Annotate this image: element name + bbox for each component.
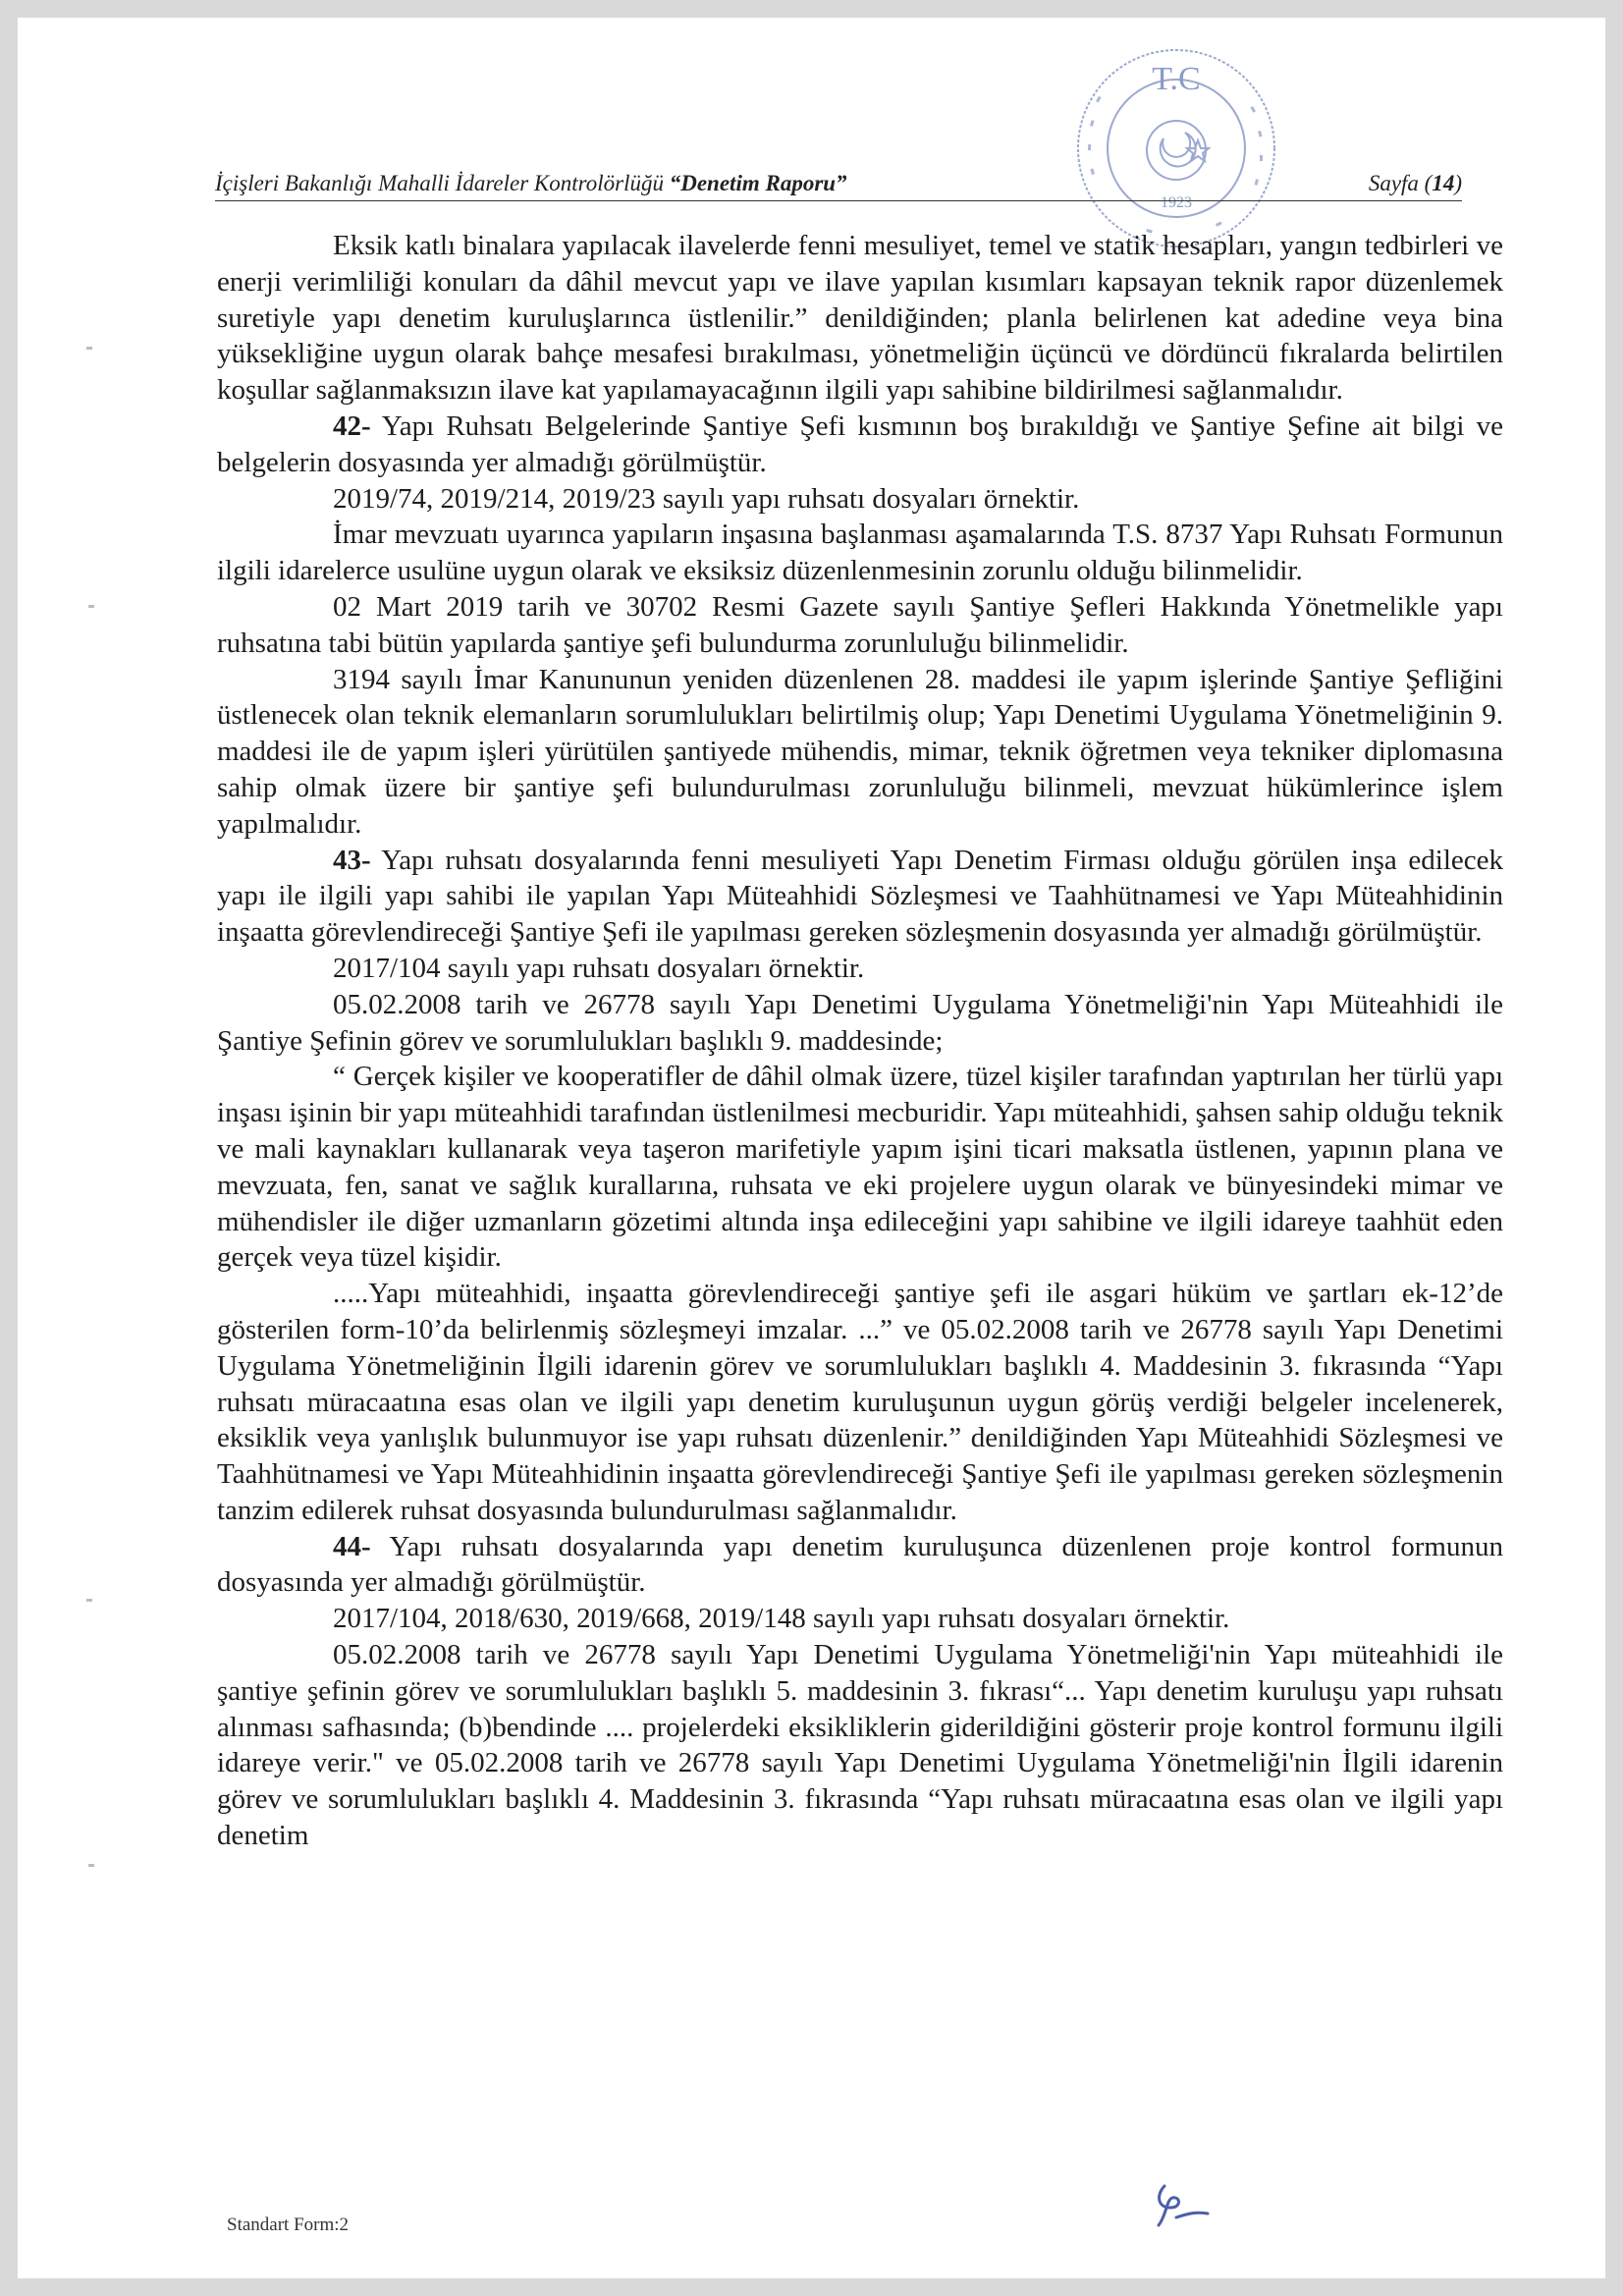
seal-emblem: T.C <box>1152 61 1201 97</box>
item-number: 43- <box>333 844 371 876</box>
paragraph <box>217 843 1503 951</box>
paragraph-text: “ Gerçek kişiler ve kooperatifler de dâhil olmak üzere, tüzel kişiler tarafından yaptırılan her türlü yapı inşası işinin bir yapı müteahhidi tarafından üstlenilmesi mecburidir. Yapı müteahhidi, şahsen sahip olduğu teknik ve mali kaynakları kullanarak veya taşeron marifetiyle yapım işini ticari maksatla üstlenen, yapının plana ve mevzuata, fen, sanat ve sağlık kurallarına, ruhsata ve eki projelere uygun olarak ve bünyesindeki mimar ve mühendisler ile diğer uzmanların gözetimi altında inşa edileceğini yapı sahibine ve ilgili idareye taahhüt eden gerçek veya tüzel kişidir. <box>217 1061 1503 1274</box>
paragraph <box>217 228 1503 409</box>
paragraph <box>217 409 1503 481</box>
paragraph <box>217 481 1503 518</box>
paragraph-text: İmar mevzuatı uyarınca yapıların inşasına başlanması aşamalarında T.S. 8737 Yapı Ruhsatı Formunun ilgili idarelerce usulüne uygun olarak ve eksiksiz düzenlenmesinin zorunlu olduğu bilinmelidir. <box>217 519 1503 587</box>
margin-mark <box>88 1864 94 1867</box>
paragraph <box>217 1601 1503 1637</box>
page-prefix: Sayfa ( <box>1368 171 1433 195</box>
paragraph <box>217 662 1503 843</box>
paragraph-text: 2017/104, 2018/630, 2019/668, 2019/148 sayılı yapı ruhsatı dosyaları örnektir. <box>333 1603 1230 1635</box>
margin-mark <box>86 1599 92 1602</box>
handwritten-initials <box>1137 2168 1225 2237</box>
report-body <box>217 228 1503 1854</box>
paragraph <box>217 1276 1503 1529</box>
paragraph <box>217 987 1503 1060</box>
page-suffix: ) <box>1454 171 1462 195</box>
paragraph <box>217 1059 1503 1276</box>
paragraph-text: Yapı ruhsatı dosyalarında yapı denetim kuruluşunca düzenlenen proje kontrol formunun dosyasında yer almadığı görülmüştür. <box>217 1530 1503 1599</box>
paragraph-text: Yapı ruhsatı dosyalarında fenni mesuliyeti Yapı Denetim Firması olduğu görülen inşa edilecek yapı ile ilgili yapı sahibi ile yapılan Yapı Müteahhidi Sözleşmesi ve Taahhütnamesi ve Yapı Müteahhidinin inşaatta görevlendireceği Şantiye Şefi ile yapılması gereken sözleşmenin dosyasında yer almadığı görülmüştür. <box>217 844 1503 949</box>
paragraph <box>217 951 1503 987</box>
margin-mark <box>86 347 92 350</box>
paragraph <box>217 517 1503 589</box>
item-number: 42- <box>333 410 371 442</box>
paragraph-text: .....Yapı müteahhidi, inşaatta görevlendireceği şantiye şefi ile asgari hüküm ve şartları ek-12’de gösterilen form-10’da belirlenmiş sözleşmeyi imzalar. ...” ve 05.02.2008 tarih ve 26778 sayılı Yapı Denetimi Uygulama Yönetmeliğinin İlgili idarenin görev ve sorumlulukları başlıklı 4. Maddesinin 3. fıkrasında “Yapı ruhsatı müracaatına esas olan ve ilgili yapı denetim kuruluşunun uygun görüş verdiği belgeler incelenerek, eksiklik veya yanlışlık bulunmuyor ise yapı ruhsatı düzenlenir.” denildiğinden Yapı Müteahhidi Sözleşmesi ve Taahhütnamesi ve Yapı Müteahhidinin inşaatta görevlendireceği Şantiye Şefi ile yapılması gereken sözleşmenin tanzim edilerek ruhsat dosyasında bulundurulması sağlanmalıdır. <box>217 1278 1503 1526</box>
margin-mark <box>88 605 94 608</box>
document-page <box>18 18 1605 2278</box>
paragraph-text: 05.02.2008 tarih ve 26778 sayılı Yapı Denetimi Uygulama Yönetmeliği'nin Yapı Müteahhidi ile Şantiye Şefinin görev ve sorumlulukları başlıklı 9. maddesinde; <box>217 988 1503 1057</box>
page-header <box>215 165 1462 201</box>
paragraph-text: 2017/104 sayılı yapı ruhsatı dosyaları örnektir. <box>333 952 865 984</box>
footer-form-label: Standart Form:2 <box>227 2214 350 2235</box>
paragraph-text: 3194 sayılı İmar Kanununun yeniden düzenlenen 28. maddesi ile yapım işlerinde Şantiye Şefliğini üstlenecek olan teknik elemanların sorumlulukları belirtilmiş olup; Yapı Denetimi Uygulama Yönetmeliğinin 9. maddesi ile de yapım işleri yürütülen şantiyede mühendis, mimar, teknik öğretmen veya tekniker diplomasına sahip olmak üzere bir şantiye şefi bulundurulması zorunluluğu bilinmeli, mevzuat hükümlerince işlem yapılmalıdır. <box>217 663 1503 840</box>
page-indicator <box>1369 171 1462 196</box>
paragraph-text: 2019/74, 2019/214, 2019/23 sayılı yapı ruhsatı dosyaları örnektir. <box>333 482 1080 515</box>
ministry-name: İçişleri Bakanlığı Mahalli İdareler Kontrolörlüğü <box>215 171 664 195</box>
paragraph-text: Eksik katlı binalara yapılacak ilavelerde fenni mesuliyet, temel ve statik hesapları, yangın tedbirleri ve enerji verimliliği konuları da dâhil mevcut yapı ve ilave yapılan kısımları kapsayan teknik rapor düzenlemek suretiyle yapı denetim kuruluşlarınca üstlenilir.” denildiğinden; planla belirlenen kat adedine veya bina yüksekliğine uygun olarak bahçe mesafesi bırakılması, yönetmeliğin üçüncü ve dördüncü fıkralarda belirtilen koşullar sağlanmaksızın ilave kat yapılamayacağının ilgili yapı sahibine bildirilmesi sağlanmalıdır. <box>217 230 1503 407</box>
paragraph <box>217 589 1503 662</box>
seal-year: 1923 <box>1161 194 1192 211</box>
paragraph-text: 05.02.2008 tarih ve 26778 sayılı Yapı Denetimi Uygulama Yönetmeliği'nin Yapı müteahhidi ile şantiye şefinin görev ve sorumlulukları başlıklı 5. maddesinin 3. fıkrası“... Yapı denetim kuruluşu yapı ruhsatı alınması safhasında; (b)bendinde .... projelerdeki eksikliklerin giderildiğini gösterir proje kontrol formunu ilgili idareye verir." ve 05.02.2008 tarih ve 26778 sayılı Yapı Denetimi Uygulama Yönetmeliği'nin İlgili idarenin görev ve sorumlulukları başlıklı 4. Maddesinin 3. fıkrasında “Yapı ruhsatı müracaatına esas olan ve ilgili yapı denetim <box>217 1639 1503 1852</box>
paragraph <box>217 1637 1503 1854</box>
item-number: 44- <box>333 1530 371 1562</box>
paragraph-text: 02 Mart 2019 tarih ve 30702 Resmi Gazete sayılı Şantiye Şefleri Hakkında Yönetmelikle yapı ruhsatına tabi bütün yapılarda şantiye şefi bulundurma zorunluluğu bilinmelidir. <box>217 590 1503 659</box>
paragraph <box>217 1529 1503 1602</box>
header-title <box>215 171 847 196</box>
paragraph-text: Yapı Ruhsatı Belgelerinde Şantiye Şefi kısmının boş bırakıldığı ve Şantiye Şefine ait bilgi ve belgelerin dosyasında yer almadığı görülmüştür. <box>217 410 1503 478</box>
report-name: “Denetim Raporu” <box>669 171 847 195</box>
page-number: 14 <box>1432 171 1455 195</box>
